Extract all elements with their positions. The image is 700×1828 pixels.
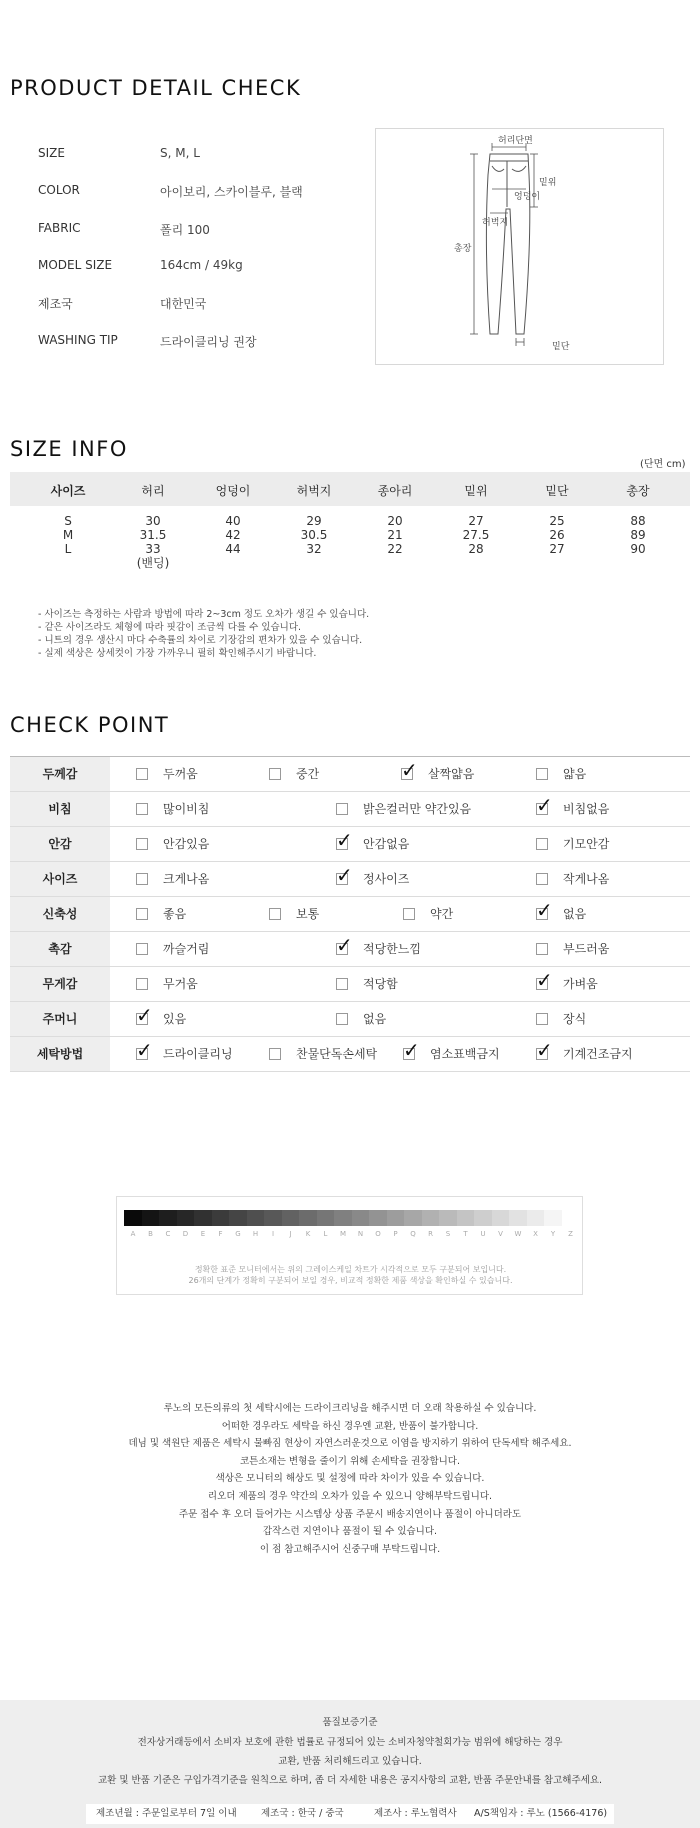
checkbox[interactable] bbox=[269, 768, 281, 780]
size-cell: 30.5 bbox=[300, 528, 328, 542]
footer-line: 교환 및 반품 기준은 구입가격기준을 원칙으로 하며, 좀 더 자세한 내용은 공지사항의 교환, 반품 주문안내를 참고해주세요. bbox=[97, 1775, 603, 1786]
grayscale-swatch bbox=[247, 1210, 265, 1226]
checkbox[interactable] bbox=[536, 873, 548, 885]
grayscale-swatch bbox=[124, 1210, 142, 1226]
checkbox[interactable] bbox=[136, 978, 148, 990]
grayscale-swatch bbox=[317, 1210, 335, 1226]
footer-info-as: A/S책임자 : 루노 (1566-4176) bbox=[474, 1808, 608, 1819]
grayscale-swatch bbox=[194, 1210, 212, 1226]
check-row-lining bbox=[10, 827, 690, 862]
check-row-label: 무게감 bbox=[10, 967, 110, 1001]
detail-value: 폴리 100 bbox=[160, 223, 210, 237]
grayscale-letter: R bbox=[428, 1230, 433, 1238]
check-mark-icon: ✓ bbox=[536, 968, 553, 992]
checkbox[interactable] bbox=[136, 803, 148, 815]
check-option-label: 적당한느낌 bbox=[363, 942, 421, 956]
checkbox[interactable] bbox=[336, 978, 348, 990]
size-cell: 21 bbox=[387, 528, 403, 542]
care-notice bbox=[0, 1400, 700, 1558]
checkbox[interactable] bbox=[136, 908, 148, 920]
checkbox[interactable] bbox=[136, 838, 148, 850]
check-row-texture bbox=[10, 932, 690, 967]
check-row-label: 주머니 bbox=[10, 1002, 110, 1036]
check-mark-icon: ✓ bbox=[536, 898, 553, 922]
size-cell: (밴딩) bbox=[136, 556, 170, 570]
size-col-hip bbox=[193, 514, 273, 556]
check-option-label: 밝은컬러만 약간있음 bbox=[363, 802, 472, 816]
size-cell: 30 bbox=[145, 514, 161, 528]
check-option-label: 중간 bbox=[296, 767, 320, 781]
size-header-cell: 허벅지 bbox=[296, 484, 332, 498]
grayscale-letter: E bbox=[200, 1230, 206, 1238]
grayscale-swatch bbox=[544, 1210, 562, 1226]
check-row-sheerness bbox=[10, 792, 690, 827]
grayscale-letter: W bbox=[514, 1230, 522, 1238]
size-cell: 89 bbox=[630, 528, 646, 542]
grayscale-swatch bbox=[492, 1210, 510, 1226]
size-cell: 20 bbox=[387, 514, 403, 528]
grayscale-letter: N bbox=[357, 1230, 364, 1238]
check-row-label: 촉감 bbox=[10, 932, 110, 966]
grayscale-letter: D bbox=[182, 1230, 189, 1238]
check-row-label: 두께감 bbox=[10, 757, 110, 791]
grayscale-letter: U bbox=[480, 1230, 486, 1238]
size-cell: 90 bbox=[630, 542, 646, 556]
size-cell: 29 bbox=[306, 514, 322, 528]
size-unit-note: (단면 cm) bbox=[640, 459, 686, 470]
diagram-label-waist: 허리단면 bbox=[498, 136, 533, 146]
check-mark-icon: ✓ bbox=[336, 933, 353, 957]
pants-illustration bbox=[376, 129, 665, 366]
grayscale-swatch bbox=[282, 1210, 300, 1226]
grayscale-swatch bbox=[212, 1210, 230, 1226]
check-option-label: 없음 bbox=[363, 1012, 387, 1026]
check-option-label: 안감있음 bbox=[163, 837, 210, 851]
product-detail-title: PRODUCT DETAIL CHECK bbox=[10, 76, 302, 100]
size-col-thigh bbox=[274, 514, 354, 556]
grayscale-swatch bbox=[474, 1210, 492, 1226]
grayscale-swatch bbox=[352, 1210, 370, 1226]
check-option-label: 좋음 bbox=[163, 907, 187, 921]
grayscale-letter: K bbox=[305, 1230, 311, 1238]
size-col-hem bbox=[517, 514, 597, 556]
grayscale-letter: M bbox=[339, 1230, 347, 1238]
size-note: - 같은 사이즈라도 체형에 따라 핏감이 조금씩 다를 수 있습니다. bbox=[38, 622, 302, 633]
care-line: 갑작스런 지연이나 품절이 될 수 있습니다. bbox=[262, 1526, 438, 1538]
check-row-label: 사이즈 bbox=[10, 862, 110, 896]
size-col-rise bbox=[436, 514, 516, 556]
grayscale-note: 26개의 단계가 정확히 구분되어 보일 경우, 비교적 정확한 제품 색상을 확인하실 수 있습니다. bbox=[188, 1276, 513, 1285]
size-cell: 88 bbox=[630, 514, 646, 528]
grayscale-chart bbox=[116, 1196, 583, 1295]
checkbox[interactable] bbox=[536, 838, 548, 850]
size-cell: L bbox=[64, 542, 72, 556]
check-option-label: 부드러움 bbox=[563, 942, 610, 956]
check-mark-icon: ✓ bbox=[136, 1003, 153, 1027]
check-option-label: 무거움 bbox=[163, 977, 198, 991]
grayscale-swatch bbox=[159, 1210, 177, 1226]
size-cell: 42 bbox=[225, 528, 241, 542]
grayscale-swatch bbox=[177, 1210, 195, 1226]
grayscale-letter: S bbox=[445, 1230, 451, 1238]
size-info-title: SIZE INFO bbox=[10, 437, 128, 461]
check-mark-icon: ✓ bbox=[336, 863, 353, 887]
footer-info-date: 제조년월 : 주문일로부터 7일 이내 bbox=[96, 1808, 237, 1819]
check-option-label: 기모안감 bbox=[563, 837, 610, 851]
size-cell: 32 bbox=[306, 542, 322, 556]
footer-line: 교환, 반품 처리해드리고 있습니다. bbox=[278, 1756, 422, 1767]
detail-value: S, M, L bbox=[160, 146, 200, 160]
grayscale-letter: Z bbox=[568, 1230, 573, 1238]
check-row-stretch bbox=[10, 897, 690, 932]
grayscale-letter: X bbox=[533, 1230, 538, 1238]
check-option-label: 장식 bbox=[563, 1012, 587, 1026]
check-option-label: 가벼움 bbox=[563, 977, 598, 991]
detail-label: FABRIC bbox=[38, 221, 81, 235]
size-header-cell: 사이즈 bbox=[50, 484, 86, 498]
size-notes bbox=[38, 608, 369, 660]
check-option-label: 보통 bbox=[296, 907, 320, 921]
check-option-label: 기계건조금지 bbox=[563, 1047, 633, 1061]
grayscale-swatch bbox=[142, 1210, 160, 1226]
footer-info-maker: 제조사 : 루노협력사 bbox=[374, 1808, 457, 1819]
check-option-label: 드라이클리닝 bbox=[163, 1047, 233, 1061]
care-line: 색상은 모니터의 해상도 및 설정에 따라 차이가 있을 수 있습니다. bbox=[215, 1473, 485, 1485]
check-mark-icon: ✓ bbox=[536, 793, 553, 817]
size-note: - 니트의 경우 생산시 마다 수축률의 차이로 기장감의 편차가 있을 수 있습니다. bbox=[38, 635, 363, 646]
grayscale-swatch bbox=[229, 1210, 247, 1226]
check-option-label: 크게나옴 bbox=[163, 872, 210, 886]
checkbox[interactable] bbox=[136, 873, 148, 885]
grayscale-letter: L bbox=[323, 1230, 328, 1238]
size-cell: 27 bbox=[468, 514, 484, 528]
checkbox[interactable] bbox=[136, 943, 148, 955]
grayscale-letter: C bbox=[165, 1230, 171, 1238]
detail-label: WASHING TIP bbox=[38, 333, 118, 347]
grayscale-swatch bbox=[527, 1210, 545, 1226]
check-option-label: 염소표백금지 bbox=[430, 1047, 500, 1061]
check-row-label: 신축성 bbox=[10, 897, 110, 931]
size-cell: 33 bbox=[145, 542, 161, 556]
grayscale-letter: H bbox=[252, 1230, 259, 1238]
check-option-label: 얇음 bbox=[563, 767, 587, 781]
checkbox[interactable] bbox=[336, 1013, 348, 1025]
detail-label: 제조국 bbox=[38, 297, 73, 311]
check-option-label: 없음 bbox=[563, 907, 587, 921]
care-line: 리오더 제품의 경우 약간의 오차가 있을 수 있으니 양해부탁드립니다. bbox=[207, 1490, 493, 1502]
detail-value: 164cm / 49kg bbox=[160, 258, 243, 272]
care-line: 루노의 모든의류의 첫 세탁시에는 드라이크리닝을 해주시면 더 오래 착용하실 수 있습니다. bbox=[163, 1403, 537, 1414]
size-cell: M bbox=[62, 528, 74, 542]
check-option-label: 살짝얇음 bbox=[428, 767, 475, 781]
check-row-label: 안감 bbox=[10, 827, 110, 861]
size-cell: 26 bbox=[549, 528, 565, 542]
care-line: 데님 및 색원단 제품은 세탁시 물빠짐 현상이 자연스러운것으로 이염을 방지하기 위하여 단독세탁 해주세요. bbox=[128, 1438, 572, 1450]
check-row-pocket bbox=[10, 1002, 690, 1037]
diagram-label-rise: 밑위 bbox=[539, 178, 557, 188]
grayscale-swatch bbox=[404, 1210, 422, 1226]
diagram-label-hip: 엉덩이 bbox=[514, 192, 541, 202]
check-row-label: 세탁방법 bbox=[10, 1037, 110, 1071]
check-mark-icon: ✓ bbox=[403, 1038, 420, 1062]
size-note: - 실제 색상은 상세컷이 가장 가까우니 필히 확인해주시기 바랍니다. bbox=[38, 648, 317, 659]
checkbox[interactable] bbox=[536, 768, 548, 780]
grayscale-swatch bbox=[509, 1210, 527, 1226]
grayscale-letter: T bbox=[463, 1230, 468, 1238]
check-option-label: 있음 bbox=[163, 1012, 187, 1026]
size-table-header bbox=[10, 472, 690, 506]
check-option-label: 약간 bbox=[430, 907, 454, 921]
size-col-length bbox=[598, 514, 678, 556]
check-mark-icon: ✓ bbox=[136, 1038, 153, 1062]
detail-label: SIZE bbox=[38, 146, 65, 160]
checkbox[interactable] bbox=[269, 1048, 281, 1060]
size-cell: 28 bbox=[468, 542, 484, 556]
care-line: 코튼소재는 변형을 줄이기 위해 손세탁을 권장합니다. bbox=[239, 1455, 460, 1467]
checkbox[interactable] bbox=[136, 768, 148, 780]
footer-line: 전자상거래등에서 소비자 보호에 관한 법률로 규정되어 있는 소비자청약철회가능 범위에 해당하는 경우 bbox=[137, 1737, 563, 1748]
check-row-weight bbox=[10, 967, 690, 1002]
check-row-washing bbox=[10, 1037, 690, 1072]
grayscale-letter: O bbox=[375, 1230, 381, 1238]
footer-info-bar bbox=[86, 1804, 614, 1824]
grayscale-swatch bbox=[299, 1210, 317, 1226]
check-point-title: CHECK POINT bbox=[10, 713, 170, 737]
diagram-label-hem: 밑단 bbox=[552, 342, 570, 352]
grayscale-swatch bbox=[439, 1210, 457, 1226]
care-line: 어떠한 경우라도 세탁을 하신 경우엔 교환, 반품이 불가합니다. bbox=[221, 1420, 479, 1432]
checkbox[interactable] bbox=[269, 908, 281, 920]
checkbox[interactable] bbox=[336, 803, 348, 815]
check-option-label: 많이비침 bbox=[163, 802, 210, 816]
grayscale-swatch bbox=[264, 1210, 282, 1226]
size-cell: 31.5 bbox=[139, 528, 167, 542]
grayscale-swatch bbox=[369, 1210, 387, 1226]
grayscale-swatch bbox=[422, 1210, 440, 1226]
care-line: 이 점 참고해주시어 신중구매 부탁드립니다. bbox=[259, 1543, 441, 1555]
size-col-calf bbox=[355, 514, 435, 556]
size-header-cell: 엉덩이 bbox=[215, 484, 251, 498]
check-option-label: 안감없음 bbox=[363, 837, 410, 851]
check-option-label: 작게나옴 bbox=[563, 872, 610, 886]
check-option-label: 찬물단독손세탁 bbox=[296, 1047, 378, 1061]
grayscale-letter: I bbox=[271, 1230, 275, 1238]
grayscale-swatch bbox=[562, 1210, 580, 1226]
checkbox[interactable] bbox=[536, 1013, 548, 1025]
check-option-label: 비침없음 bbox=[563, 802, 610, 816]
size-cell: 40 bbox=[225, 514, 241, 528]
size-cell: 27 bbox=[549, 542, 565, 556]
size-header-cell: 종아리 bbox=[377, 484, 413, 498]
size-header-cell: 총장 bbox=[626, 484, 650, 498]
grayscale-letter: B bbox=[148, 1230, 153, 1238]
grayscale-letter: Y bbox=[550, 1230, 556, 1238]
size-cell: 22 bbox=[387, 542, 403, 556]
size-header-cell: 허리 bbox=[141, 484, 165, 498]
grayscale-letter: Q bbox=[410, 1230, 416, 1238]
measurement-diagram bbox=[375, 128, 664, 365]
care-line: 주문 접수 후 오더 들어가는 시스템상 상품 주문시 배송지연이나 품절이 아니더라도 bbox=[178, 1508, 522, 1520]
grayscale-swatch bbox=[387, 1210, 405, 1226]
checkbox[interactable] bbox=[403, 908, 415, 920]
check-option-label: 정사이즈 bbox=[363, 872, 410, 886]
detail-label: MODEL SIZE bbox=[38, 258, 113, 272]
detail-value: 아이보리, 스카이블루, 블랙 bbox=[160, 185, 303, 199]
size-cell: 27.5 bbox=[462, 528, 490, 542]
check-row-thickness bbox=[10, 757, 690, 792]
grayscale-letter: G bbox=[235, 1230, 241, 1238]
grayscale-letter: V bbox=[498, 1230, 503, 1238]
footer-title: 품질보증기준 bbox=[322, 1717, 378, 1728]
detail-label: COLOR bbox=[38, 183, 80, 197]
size-cell: 25 bbox=[549, 514, 565, 528]
check-option-label: 적당함 bbox=[363, 977, 398, 991]
size-cell: 44 bbox=[225, 542, 241, 556]
check-mark-icon: ✓ bbox=[536, 1038, 553, 1062]
grayscale-swatch bbox=[334, 1210, 352, 1226]
grayscale-letter: P bbox=[393, 1230, 398, 1238]
check-row-fit bbox=[10, 862, 690, 897]
check-option-label: 두꺼움 bbox=[163, 767, 198, 781]
diagram-label-length: 총장 bbox=[454, 244, 472, 254]
size-header-cell: 밑위 bbox=[464, 484, 488, 498]
grayscale-swatch bbox=[457, 1210, 475, 1226]
size-col-size bbox=[28, 514, 108, 556]
size-note: - 사이즈는 측정하는 사람과 방법에 따라 2~3cm 정도 오차가 생길 수 있습니다. bbox=[38, 609, 370, 620]
grayscale-note: 정확한 표준 모니터에서는 위의 그레이스케일 차트가 시각적으로 모두 구분되어 보입니다. bbox=[194, 1265, 507, 1274]
diagram-label-thigh: 허벅지 bbox=[482, 218, 509, 228]
grayscale-letter: F bbox=[218, 1230, 223, 1238]
check-row-label: 비침 bbox=[10, 792, 110, 826]
check-mark-icon: ✓ bbox=[336, 828, 353, 852]
quality-guarantee-footer bbox=[0, 1700, 700, 1828]
size-header-cell: 밑단 bbox=[545, 484, 569, 498]
check-mark-icon: ✓ bbox=[401, 758, 418, 782]
detail-value: 대한민국 bbox=[160, 297, 207, 311]
checkbox[interactable] bbox=[536, 943, 548, 955]
detail-value: 드라이클리닝 권장 bbox=[160, 335, 257, 349]
check-option-label: 까슬거림 bbox=[163, 942, 210, 956]
size-col-waist bbox=[113, 514, 193, 570]
grayscale-letter: A bbox=[130, 1230, 136, 1238]
size-cell: S bbox=[64, 514, 72, 528]
footer-info-country: 제조국 : 한국 / 중국 bbox=[261, 1808, 344, 1819]
grayscale-letter: J bbox=[289, 1230, 292, 1238]
